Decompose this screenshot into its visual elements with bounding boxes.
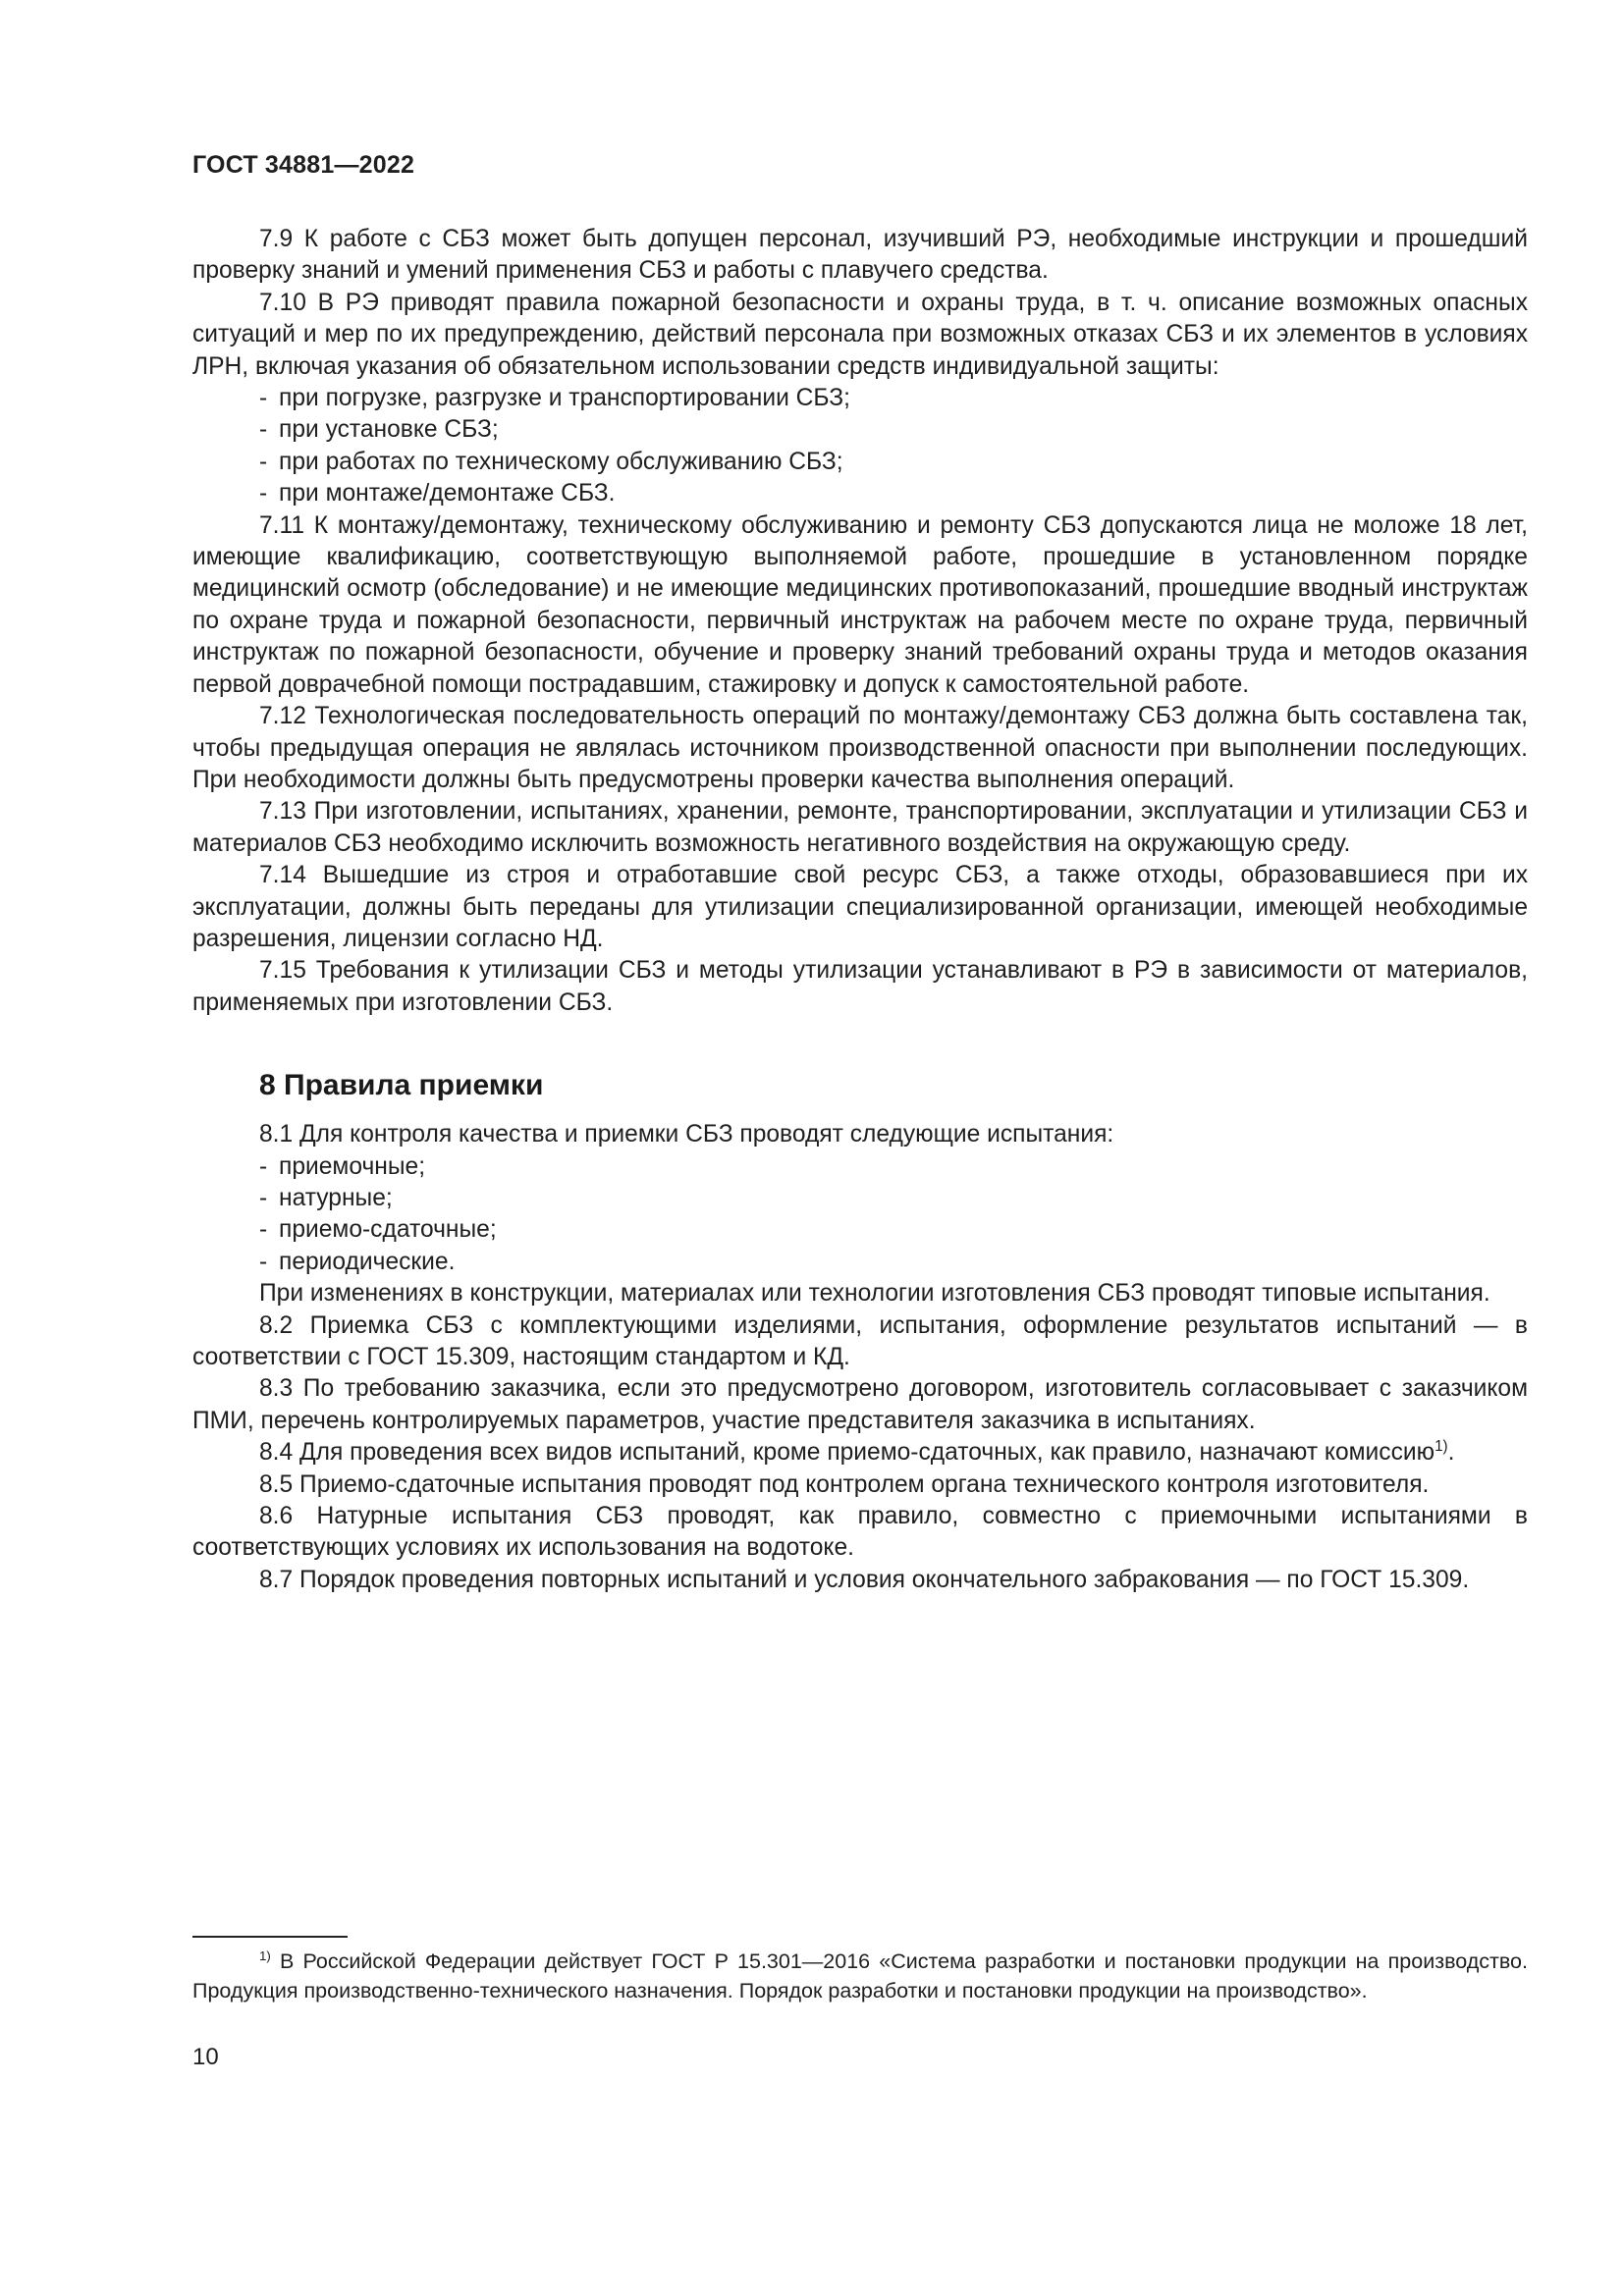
clause-8-4 [192, 1437, 1528, 1468]
document-code-header: ГОСТ 34881—2022 [192, 151, 415, 179]
list-dash: - [259, 1248, 268, 1275]
document-body [192, 224, 1528, 1596]
clause-8-1-continuation: При изменениях в конструкции, материалах или технологии изготовления СБЗ проводят типовые испытания. [259, 1280, 1490, 1308]
list-item [192, 1214, 1528, 1246]
clause-7-14: 7.14 Вышедшие из строя и отработавшие свой ресурс СБЗ, а также отходы, образовавшиеся при их эксплуатации, должны быть переданы для утилизации специализированной организации, имеющей необходимые разрешения, лицензии согласно НД. [192, 862, 1528, 952]
section-8-title: 8 Правила приемки [259, 1069, 544, 1102]
clause-8-2: 8.2 Приемка СБЗ с комплектующими изделиями, испытания, оформление результатов испытаний — в соответствии с ГОСТ 15.309, настоящим стандартом и КД. [192, 1311, 1528, 1370]
footnote-divider [192, 1936, 348, 1938]
clause-7-12: 7.12 Технологическая последовательность операций по монтажу/демонтажу СБЗ должна быть составлена так, чтобы предыдущая операция не являлась источником производственной опасности при выполнении последующих. При необходимости должны быть предусмотрены проверки качества выполнения операций. [192, 703, 1528, 793]
list-item-text: приемочные; [279, 1152, 426, 1180]
list-item-text: натурные; [279, 1184, 393, 1211]
clause-8-1: 8.1 Для контроля качества и приемки СБЗ проводят следующие испытания: [259, 1121, 1114, 1148]
list-dash: - [259, 416, 268, 444]
list-dash: - [259, 480, 268, 507]
clause-7-9: 7.9 К работе с СБЗ может быть допущен персонал, изучивший РЭ, необходимые инструкции и прошедший проверку знаний и умений применения СБЗ и работы с плавучего средства. [192, 226, 1528, 285]
clause-8-4-text: 8.4 Для проведения всех видов испытаний, кроме приемо-сдаточных, как правило, назначают комиссию [259, 1439, 1435, 1467]
list-dash: - [259, 1152, 268, 1180]
clause-8-3: 8.3 По требованию заказчика, если это предусмотрено договором, изготовитель согласовывает с заказчиком ПМИ, перечень контролируемых параметров, участие представителя заказчика в испытаниях. [192, 1375, 1528, 1434]
clause-8-7: 8.7 Порядок проведения повторных испытаний и условия окончательного забракования — по ГОСТ 15.309. [259, 1566, 1470, 1593]
list-item [192, 1151, 1528, 1183]
list-item-text: при погрузке, разгрузке и транспортировании СБЗ; [279, 385, 850, 412]
clause-7-13: 7.13 При изготовлении, испытаниях, хранении, ремонте, транспортировании, эксплуатации и утилизации СБЗ и материалов СБЗ необходимо исключить возможность негативного воздействия на окружающую среду. [192, 798, 1528, 857]
clause-7-10: 7.10 В РЭ приводят правила пожарной безопасности и охраны труда, в т. ч. описание возможных опасных ситуаций и мер по их предупреждению, действий персонала при возможных отказах СБЗ и их элементов в условиях ЛРН, включая указания об обязательном использовании средств индивидуальной защиты: [192, 289, 1528, 380]
footnote-text: В Российской Федерации действует ГОСТ Р 15.301—2016 «Система разработки и постановки продукции на производство. Продукция производственно-технического назначения. Порядок разработки и постановки продукции на производство». [192, 1949, 1528, 2002]
list-item-text: при работах по техническому обслуживанию СБЗ; [279, 448, 843, 475]
list-dash: - [259, 1184, 268, 1211]
footnote-reference[interactable]: 1) [1435, 1438, 1448, 1456]
clause-7-10-list [192, 383, 1528, 510]
list-dash: - [259, 385, 268, 412]
clause-7-11: 7.11 К монтажу/демонтажу, техническому обслуживанию и ремонту СБЗ допускаются лица не моложе 18 лет, имеющие квалификацию, соответствующую выполняемой работе, прошедшие в установленном порядке медицинский осмотр (обследование) и не имеющие медицинских противопоказаний, прошедшие вводный инструктаж по охране труда и пожарной безопасности, первичный инструктаж на рабочем месте по охране труда, первичный инструктаж по пожарной безопасности, обучение и проверку знаний требований охраны труда и методов оказания первой доврачебной помощи пострадавшим, стажировку и допуск к самостоятельной работе. [192, 511, 1528, 698]
clause-8-1-list [192, 1151, 1528, 1279]
page-number: 10 [192, 2044, 219, 2070]
list-dash: - [259, 448, 268, 475]
clause-8-5: 8.5 Приемо-сдаточные испытания проводят под контролем органа технического контроля изготовителя. [259, 1470, 1430, 1498]
clause-8-6: 8.6 Натурные испытания СБЗ проводят, как правило, совместно с приемочными испытаниями в соответствующих условиях их использования на водотоке. [192, 1503, 1528, 1562]
list-item [192, 447, 1528, 478]
list-item [192, 414, 1528, 446]
clause-7-15: 7.15 Требования к утилизации СБЗ и методы утилизации устанавливают в РЭ в зависимости от материалов, применяемых при изготовлении СБЗ. [192, 957, 1528, 1016]
list-item [192, 1183, 1528, 1214]
clause-8-4-end: . [1447, 1439, 1455, 1467]
list-item-text: приемо-сдаточные; [279, 1216, 497, 1244]
list-item-text: при установке СБЗ; [279, 416, 499, 444]
list-item [192, 1247, 1528, 1278]
list-item-text: периодические. [279, 1248, 456, 1275]
footnote-marker: 1) [259, 1948, 271, 1963]
list-item [192, 478, 1528, 509]
list-item-text: при монтаже/демонтаже СБЗ. [279, 480, 616, 507]
list-dash: - [259, 1216, 268, 1244]
list-item [192, 383, 1528, 414]
footnote [192, 1948, 1528, 2005]
